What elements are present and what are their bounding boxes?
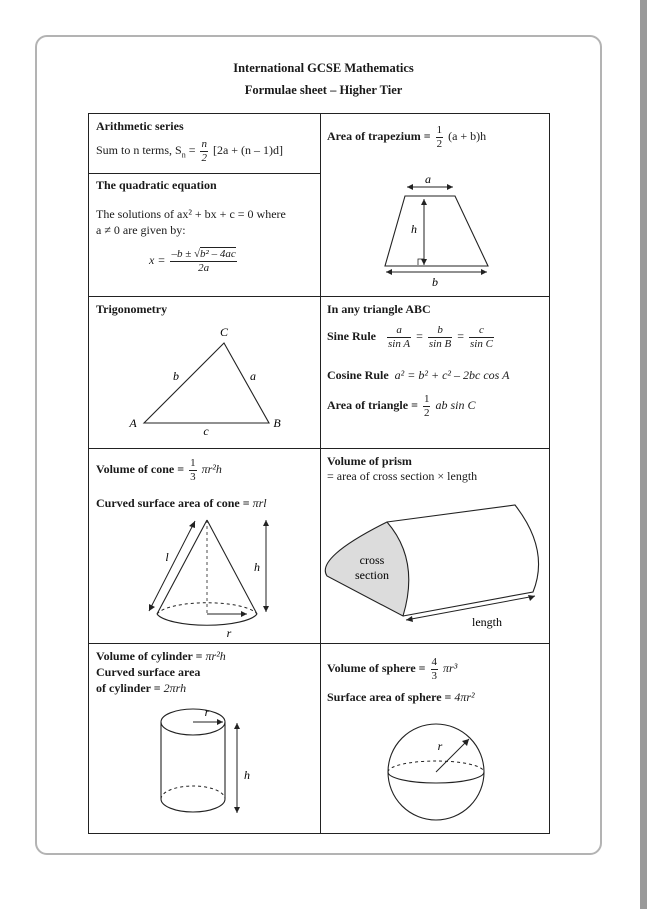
cone-label-r: r — [226, 626, 232, 640]
triangle-area: Area of triangle = $\frac{1}{2}$ ab sin C — [327, 393, 476, 419]
prism-heading: Volume of prism — [327, 454, 412, 468]
cone-curved-surface: Curved surface area of cone = πrl — [96, 496, 267, 510]
trapezium-label-b: b — [432, 275, 438, 289]
trig-vertex-c: C — [219, 325, 229, 339]
table-divider — [89, 173, 320, 174]
cone-diagram — [89, 448, 320, 643]
trig-side-a: a — [250, 369, 256, 383]
prism-length-label: length — [472, 615, 502, 629]
trig-heading: Trigonometry — [96, 302, 168, 316]
trig-side-c: c — [203, 424, 209, 438]
sphere-volume: Volume of sphere = $\frac{4}{3}$ πr³ — [327, 656, 458, 682]
trapezium-diagram — [320, 173, 549, 296]
sphere-diagram — [320, 643, 549, 834]
cone-volume: Volume of cone = $\frac{1}{3}$ πr²h — [96, 457, 222, 483]
scrollbar-edge[interactable] — [640, 0, 647, 909]
trapezium-label-h: h — [411, 222, 417, 236]
cylinder-label-h: h — [244, 768, 250, 782]
cylinder-curved-2: of cylinder = 2πrh — [96, 681, 187, 695]
trig-triangle-diagram — [89, 296, 320, 448]
trapezium-label-a: a — [425, 172, 431, 186]
prism-cross-label-1: cross — [359, 553, 385, 567]
sine-rule: Sine Rule $\frac{a}{\text{sin A}}$ = $\frac{b}{\text{sin B}}$ = $\frac{c}{\text{sin C}}$ — [327, 324, 493, 350]
trig-vertex-b: B — [273, 416, 281, 430]
prism-cross-label-2: section — [355, 568, 389, 582]
prism-diagram — [320, 448, 549, 643]
quadratic-heading: The quadratic equation — [96, 178, 217, 192]
trig-side-b: b — [173, 369, 179, 383]
sphere-surface: Surface area of sphere = 4πr² — [327, 690, 475, 704]
cone-label-h: h — [254, 560, 260, 574]
cylinder-curved-1: Curved surface area — [96, 665, 201, 679]
prism-formula: = area of cross section × length — [327, 469, 478, 483]
page-title: International GCSE Mathematics — [233, 61, 414, 75]
quadratic-line1: The solutions of ax² + bx + c = 0 where — [96, 207, 286, 221]
cylinder-diagram — [89, 643, 320, 834]
cone-label-l: l — [165, 550, 169, 564]
cosine-rule: Cosine Rule a² = b² + c² – 2bc cos A — [327, 368, 510, 382]
page-subtitle: Formulae sheet – Higher Tier — [244, 83, 403, 97]
arithmetic-formula: Sum to n terms, $S_n$ = $\frac{n}{2}$ [2a + (n – 1)d] — [96, 138, 284, 164]
cylinder-label-r: r — [204, 705, 210, 719]
trapezium-formula: Area of trapezium = $\frac{1}{2}$ (a + b)h — [327, 124, 487, 150]
cylinder-volume: Volume of cylinder = πr²h — [96, 649, 226, 663]
trig-vertex-a: A — [129, 416, 137, 430]
quadratic-formula: x = $\frac{\text{–b ± √b² – 4ac}}{2a}$ — [149, 248, 236, 274]
arithmetic-heading: Arithmetic series — [96, 119, 184, 133]
sphere-label-r: r — [437, 739, 443, 753]
quadratic-line2: a ≠ 0 are given by: — [96, 223, 186, 237]
formulae-table — [88, 113, 550, 834]
triangle-heading: In any triangle ABC — [327, 302, 431, 316]
